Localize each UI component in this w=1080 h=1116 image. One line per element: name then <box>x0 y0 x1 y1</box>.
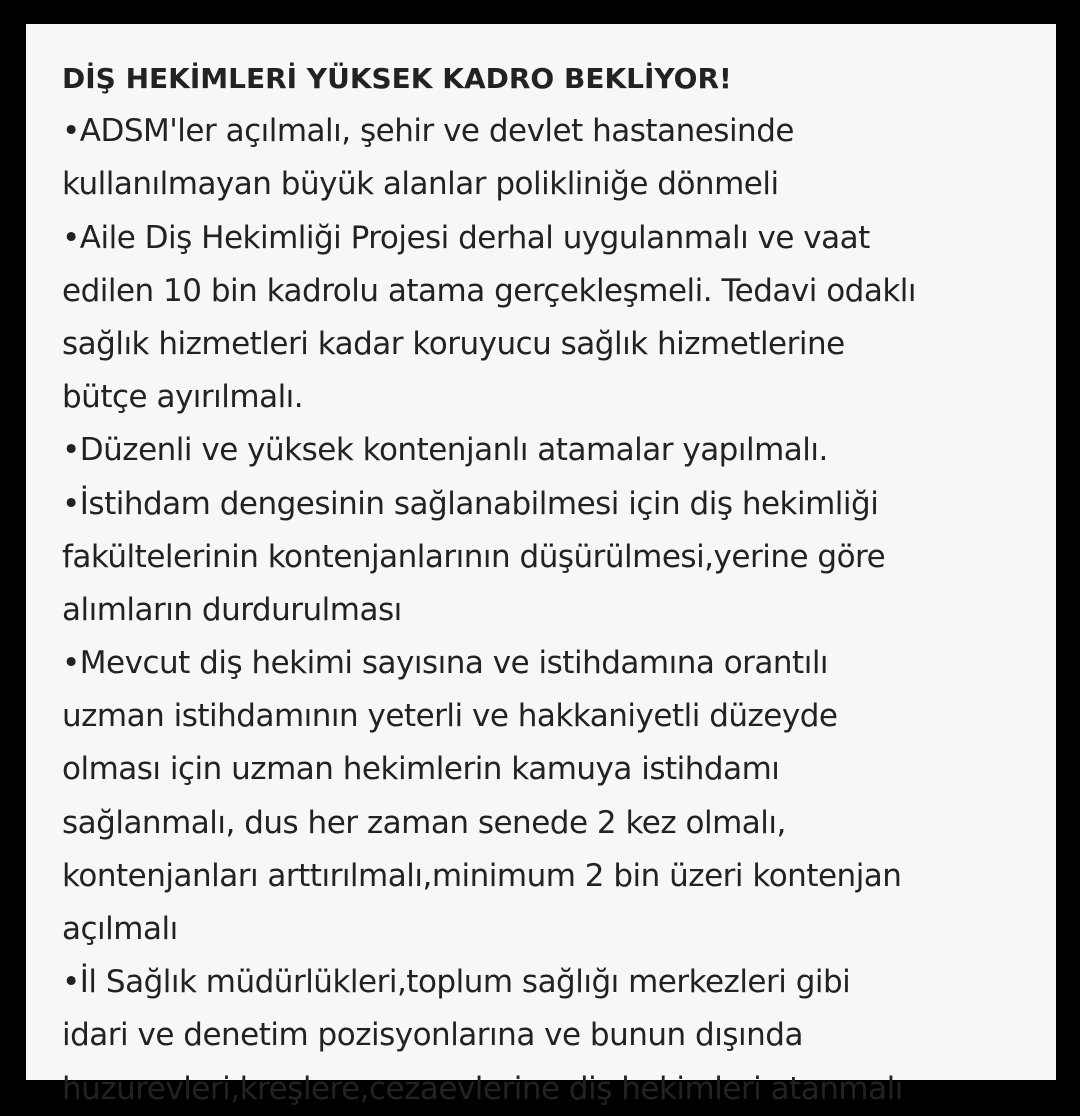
text-line: •İl Sağlık müdürlükleri,toplum sağlığı merkezleri gibi <box>62 964 851 1001</box>
text-line: •Aile Diş Hekimliği Projesi derhal uygulanmalı ve vaat <box>62 219 870 256</box>
text-line: fakültelerinin kontenjanlarının düşürülmesi,yerine göre <box>62 538 886 575</box>
text-line: açılmalı <box>62 911 178 947</box>
text-line: bütçe ayırılmalı. <box>62 379 304 416</box>
text-line: •İstihdam dengesinin sağlanabilmesi için diş hekimliği <box>62 485 879 522</box>
text-line: idari ve denetim pozisyonlarına ve bunun dışında <box>62 1017 803 1054</box>
text-line: edilen 10 bin kadrolu atama gerçekleşmeli. Tedavi odaklı <box>62 272 917 309</box>
text-line: •Mevcut diş hekimi sayısına ve istihdamına orantılı <box>62 645 829 682</box>
text-line: •ADSM'ler açılmalı, şehir ve devlet hastanesinde <box>62 113 794 150</box>
text-line: olması için uzman hekimlerin kamuya istihdamı <box>62 751 780 788</box>
text-line: alımların durdurulması <box>62 591 402 628</box>
text-line: uzman istihdamının yeterli ve hakkaniyetli düzeyde <box>62 698 838 735</box>
text-line: huzurevleri,kreşlere,cezaevlerine diş hekimleri atanmalı <box>62 1070 903 1107</box>
document-panel <box>26 24 1056 1107</box>
text-line: sağlık hizmetleri kadar koruyucu sağlık hizmetlerine <box>62 325 845 362</box>
text-line: kullanılmayan büyük alanlar polikliniğe dönmeli <box>62 166 779 203</box>
text-line: •Düzenli ve yüksek kontenjanlı atamalar yapılmalı. <box>62 432 828 469</box>
text-line: kontenjanları arttırılmalı,minimum 2 bin üzeri kontenjan <box>62 857 902 894</box>
text-line: sağlanmalı, dus her zaman senede 2 kez olmalı, <box>62 804 786 841</box>
document-title: DİŞ HEKİMLERİ YÜKSEK KADRO BEKLİYOR! <box>62 62 732 95</box>
document-text <box>62 52 1052 1116</box>
